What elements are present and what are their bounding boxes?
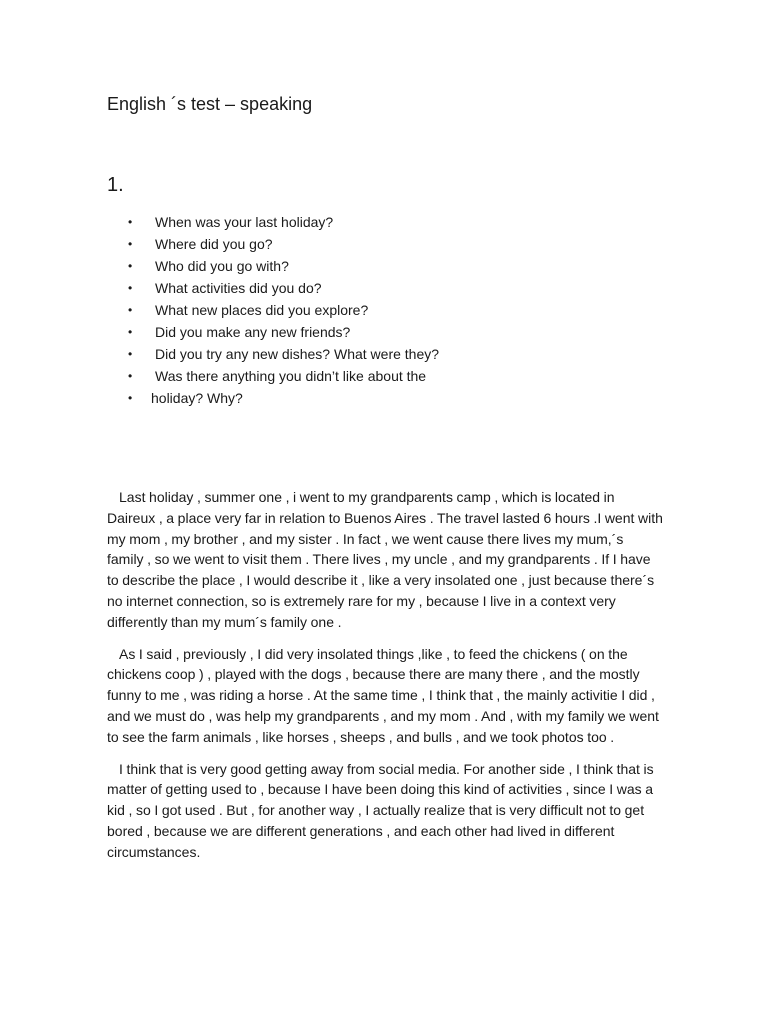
document-title: English ´s test – speaking bbox=[107, 94, 313, 114]
question-item bbox=[0, 212, 768, 234]
bullet-icon: • bbox=[128, 391, 133, 405]
question-text: Who did you go with? bbox=[155, 258, 289, 274]
question-text: Did you make any new friends? bbox=[155, 324, 351, 340]
bullet-icon: • bbox=[128, 369, 133, 383]
essay-paragraph: As I said , previously , I did very insolated things ,like , to feed the chickens ( on the chickens coop ) , played with the dogs , because there are many there , and the mostly funny to me , was riding a horse . At the same time , I think that , the mainly activitie I did , and we must do , was help my grandparents , and my mom . And , with my family we went to see the farm animals , like horses , sheeps , and bulls , and we took photos too . bbox=[107, 645, 659, 745]
question-list bbox=[0, 212, 768, 410]
bullet-icon: • bbox=[128, 347, 133, 361]
question-item bbox=[0, 388, 768, 410]
question-text: When was your last holiday? bbox=[155, 214, 334, 230]
question-text: Was there anything you didn’t like about the bbox=[155, 368, 427, 384]
bullet-icon: • bbox=[128, 237, 133, 251]
question-item bbox=[0, 234, 768, 256]
question-item bbox=[0, 322, 768, 344]
bullet-icon: • bbox=[128, 259, 133, 273]
question-text: Where did you go? bbox=[155, 236, 273, 252]
essay-paragraph: Last holiday , summer one , i went to my grandparents camp , which is located in Daireux , a place very far in relation to Buenos Aires . The travel lasted 6 hours .I went with my mom , my brother , and my sister . In fact , we went cause there lives my mum,´s family , so we went to visit them . There lives , my uncle , and my grandparents . If I have to describe the place , I would describe it , like a very insolated one , just because there´s no internet connection, so is extremely rare for my , because I live in a context very differently than my mum´s family one . bbox=[107, 489, 663, 630]
question-item bbox=[0, 278, 768, 300]
essay-body bbox=[107, 487, 663, 874]
bullet-icon: • bbox=[128, 303, 133, 317]
bullet-icon: • bbox=[128, 325, 133, 339]
section-number: 1. bbox=[107, 174, 124, 196]
question-item bbox=[0, 256, 768, 278]
question-text: What new places did you explore? bbox=[155, 302, 369, 318]
question-item bbox=[0, 344, 768, 366]
question-text: holiday? Why? bbox=[151, 390, 243, 406]
bullet-icon: • bbox=[128, 281, 133, 295]
bullet-icon: • bbox=[128, 215, 133, 229]
essay-paragraph: I think that is very good getting away from social media. For another side , I think that is matter of getting used to , because I have been doing this kind of activities , since I was a kid , so I got used . But , for another way , I actually realize that is very difficult not to get bored , because we are different generations , and each other had lived in different circumstances. bbox=[107, 760, 654, 860]
question-text: What activities did you do? bbox=[155, 280, 322, 296]
question-item bbox=[0, 366, 768, 388]
question-item bbox=[0, 300, 768, 322]
question-text: Did you try any new dishes? What were they? bbox=[155, 346, 440, 362]
